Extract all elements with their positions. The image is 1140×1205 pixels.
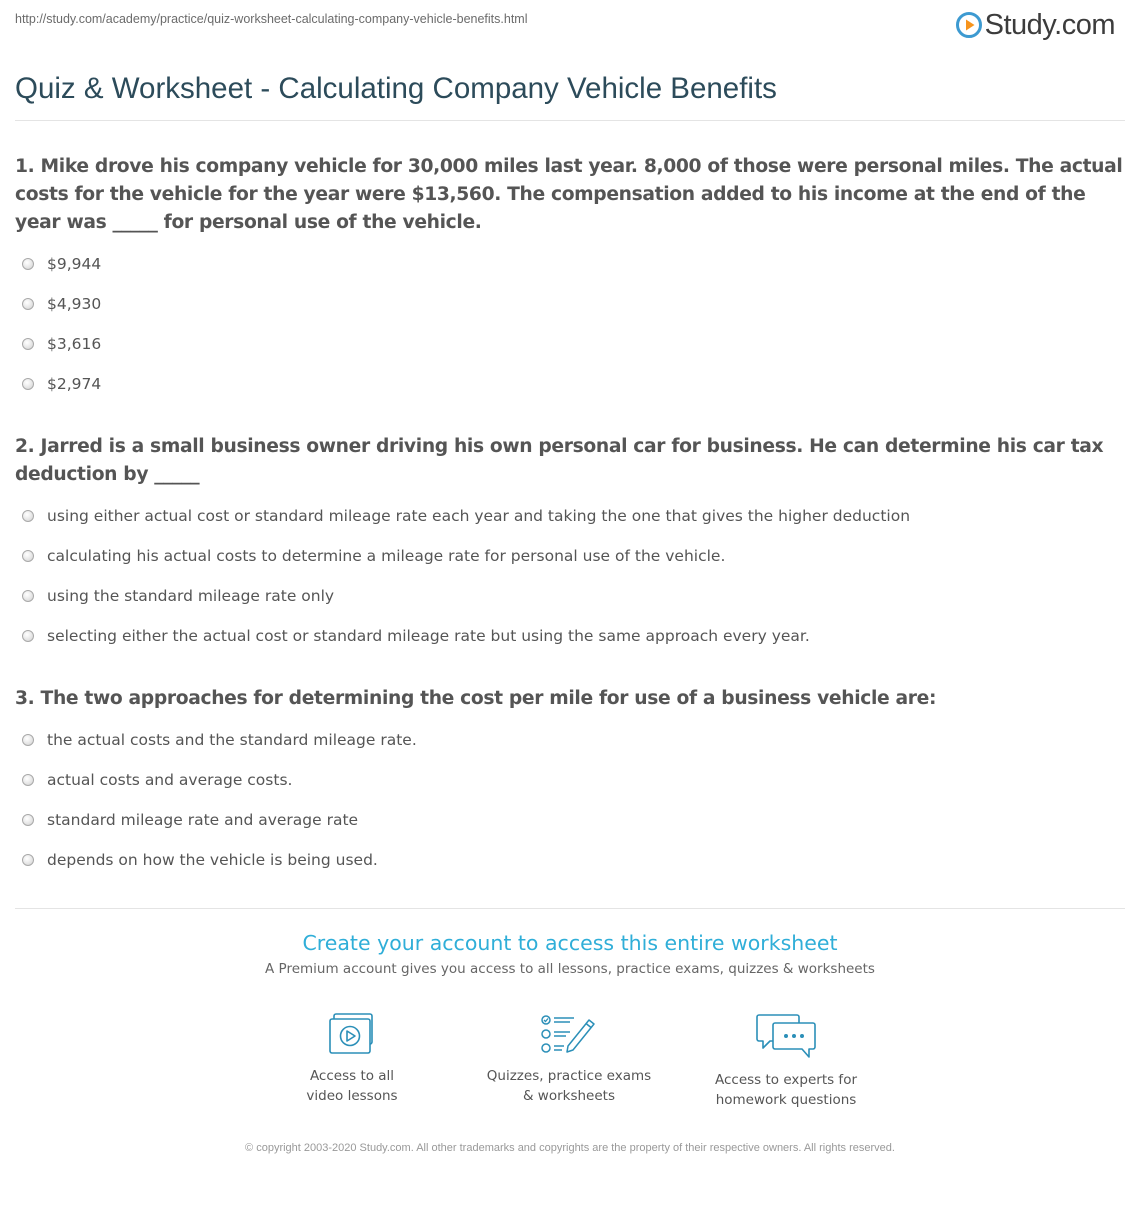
feature-experts [686, 1012, 886, 1110]
header-bar [15, 10, 1125, 40]
answer-label: using either actual cost or standard mileage rate each year and taking the one that gives the higher deduction [47, 507, 911, 525]
answer-label: using the standard mileage rate only [47, 587, 335, 605]
play-circle-icon [956, 12, 982, 38]
radio-button[interactable] [22, 258, 34, 270]
page-title: Quiz & Worksheet - Calculating Company Vehicle Benefits [15, 72, 777, 105]
answer-label: standard mileage rate and average rate [47, 811, 359, 829]
question-2-answers [22, 496, 910, 656]
create-account-link[interactable]: Create your account to access this entire worksheet [302, 931, 838, 955]
answer-option[interactable] [22, 284, 101, 324]
radio-button[interactable] [22, 338, 34, 350]
answer-label: actual costs and average costs. [47, 771, 293, 789]
answer-option[interactable] [22, 536, 910, 576]
feature-label: Access to all video lessons [306, 1068, 398, 1104]
radio-button[interactable] [22, 630, 34, 642]
answer-label: $3,616 [47, 335, 102, 353]
answer-option[interactable] [22, 244, 101, 284]
divider [15, 120, 1125, 121]
answer-label: $9,944 [47, 255, 102, 273]
answer-option[interactable] [22, 800, 417, 840]
answer-label: depends on how the vehicle is being used. [47, 851, 378, 869]
answer-label: selecting either the actual cost or standard mileage rate but using the same approach every year. [47, 627, 810, 645]
radio-button[interactable] [22, 550, 34, 562]
feature-video-lessons [252, 1012, 452, 1106]
answer-label: $4,930 [47, 295, 102, 313]
feature-quizzes [469, 1012, 669, 1106]
feature-label: Quizzes, practice exams & worksheets [486, 1068, 652, 1104]
study-logo[interactable] [956, 10, 1115, 40]
answer-option[interactable] [22, 616, 910, 656]
answer-option[interactable] [22, 720, 417, 760]
question-2-text: 2. Jarred is a small business owner driving his own personal car for business. He can determine his car tax deduction by _____ [15, 436, 1104, 485]
answer-option[interactable] [22, 840, 417, 880]
radio-button[interactable] [22, 814, 34, 826]
copyright-text: © copyright 2003-2020 Study.com. All other trademarks and copyrights are the property of their respective owners. All rights reserved. [245, 1142, 895, 1154]
radio-button[interactable] [22, 510, 34, 522]
radio-button[interactable] [22, 298, 34, 310]
radio-button[interactable] [22, 734, 34, 746]
question-3-answers [22, 720, 417, 880]
answer-label: the actual costs and the standard mileage rate. [47, 731, 417, 749]
answer-option[interactable] [22, 496, 910, 536]
answer-option[interactable] [22, 324, 101, 364]
question-3-text: 3. The two approaches for determining the cost per mile for use of a business vehicle are: [15, 688, 937, 709]
answer-label: $2,974 [47, 375, 102, 393]
question-1-text: 1. Mike drove his company vehicle for 30,000 miles last year. 8,000 of those were personal miles. The actual costs for the vehicle for the year were $13,560. The compensation added to his income at the end of the year was _____ for personal use of the vehicle. [15, 156, 1123, 233]
answer-option[interactable] [22, 576, 910, 616]
cta-subtitle: A Premium account gives you access to all lessons, practice exams, quizzes & worksheets [265, 961, 875, 977]
radio-button[interactable] [22, 378, 34, 390]
divider [15, 908, 1125, 909]
video-lessons-icon [326, 1012, 378, 1056]
answer-option[interactable] [22, 760, 417, 800]
chat-bubbles-icon [754, 1012, 818, 1060]
radio-button[interactable] [22, 590, 34, 602]
answer-option[interactable] [22, 364, 101, 404]
checklist-icon [540, 1012, 598, 1056]
radio-button[interactable] [22, 774, 34, 786]
answer-label: calculating his actual costs to determine a mileage rate for personal use of the vehicle. [47, 547, 726, 565]
page-url[interactable]: http://study.com/academy/practice/quiz-worksheet-calculating-company-vehicle-benefits.html [15, 12, 528, 26]
radio-button[interactable] [22, 854, 34, 866]
feature-label: Access to experts for homework questions [714, 1072, 857, 1108]
logo-text: Study.com [984, 8, 1115, 41]
question-1-answers [22, 244, 101, 404]
